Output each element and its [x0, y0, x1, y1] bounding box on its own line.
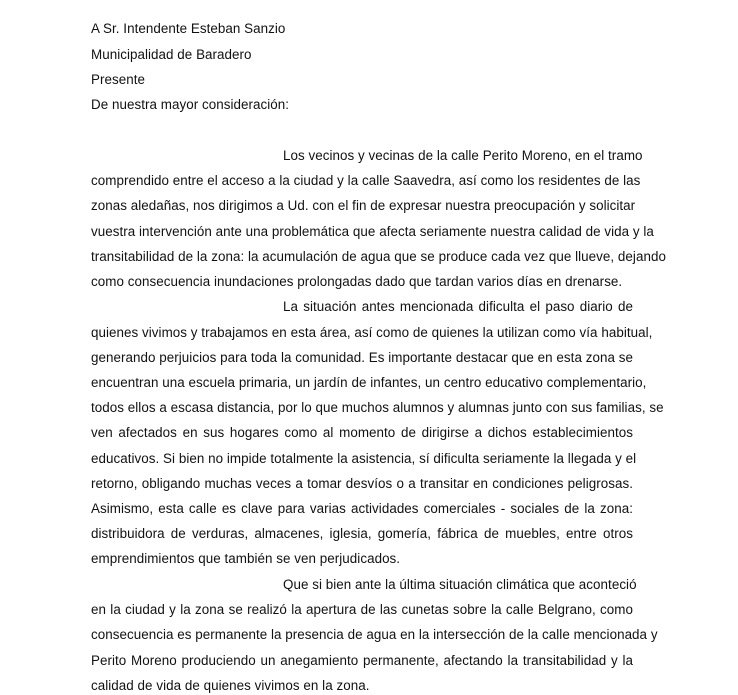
paragraph-1-line-2: comprendido entre el acceso a la ciudad y la calle Saavedra, así como los residentes de las — [91, 173, 641, 188]
paragraph-3-line-1: Que si bien ante la última situación climática que aconteció — [283, 577, 637, 592]
paragraph-2-line-10: distribuidora de verduras, almacenes, iglesia, gomería, fábrica de muebles, entre otros — [91, 526, 633, 541]
paragraph-2-line-6: ven afectados en sus hogares como al momento de dirigirse a dichos establecimientos — [91, 425, 633, 440]
paragraph-2-line-2: quienes vivimos y trabajamos en esta área, así como de quienes la utilizan como vía habitual, — [91, 325, 653, 340]
paragraph-3-line-4: Perito Moreno produciendo un anegamiento permanente, afectando la transitabilidad y la — [91, 653, 633, 668]
paragraph-1-line-6: como consecuencia inundaciones prolongadas dado que tardan varios días en drenarse. — [91, 274, 623, 289]
salutation: De nuestra mayor consideración: — [91, 97, 290, 112]
paragraph-2-line-11: emprendimientos que también se ven perjudicados. — [91, 551, 401, 566]
paragraph-2-line-1: La situación antes mencionada dificulta el paso diario de — [283, 299, 633, 314]
paragraph-3-line-5: calidad de vida de quienes vivimos en la zona. — [91, 678, 370, 693]
paragraph-2-line-3: generando perjuicios para toda la comunidad. Es importante destacar que en esta zona se — [91, 350, 633, 365]
recipient-organization: Municipalidad de Baradero — [91, 47, 252, 62]
paragraph-1-line-4: vuestra intervención ante una problemática que afecta seriamente nuestra calidad de vida y la — [91, 224, 654, 239]
paragraph-1-line-1: Los vecinos y vecinas de la calle Perito Moreno, en el tramo — [283, 148, 643, 163]
paragraph-1-line-5: transitabilidad de la zona: la acumulación de agua que se produce cada vez que llueve, dejando — [91, 249, 666, 264]
paragraph-2-line-5: todos ellos a escasa distancia, por lo que muchos alumnos y alumnas junto con sus familias, se — [91, 400, 664, 415]
paragraph-3-line-2: en la ciudad y la zona se realizó la apertura de las cunetas sobre la calle Belgrano, como — [91, 602, 633, 617]
recipient-name: A Sr. Intendente Esteban Sanzio — [91, 21, 286, 36]
paragraph-2-line-7: educativos. Si bien no impide totalmente la asistencia, sí dificulta seriamente la llegada y el — [91, 451, 637, 466]
paragraph-2-line-9: Asimismo, esta calle es clave para varias actividades comerciales - sociales de la zona: — [91, 501, 633, 516]
paragraph-1-line-3: zonas aledañas, nos dirigimos a Ud. con el fin de expresar nuestra preocupación y solicitar — [91, 198, 636, 213]
recipient-presente: Presente — [91, 72, 145, 87]
paragraph-2-line-4: encuentran una escuela primaria, un jardín de infantes, un centro educativo complementario, — [91, 375, 647, 390]
paragraph-2-line-8: retorno, obligando muchas veces a tomar desvíos o a transitar en condiciones peligrosas. — [91, 476, 633, 491]
paragraph-3-line-3: consecuencia es permanente la presencia de agua en la intersección de la calle mencionada y — [91, 627, 658, 642]
